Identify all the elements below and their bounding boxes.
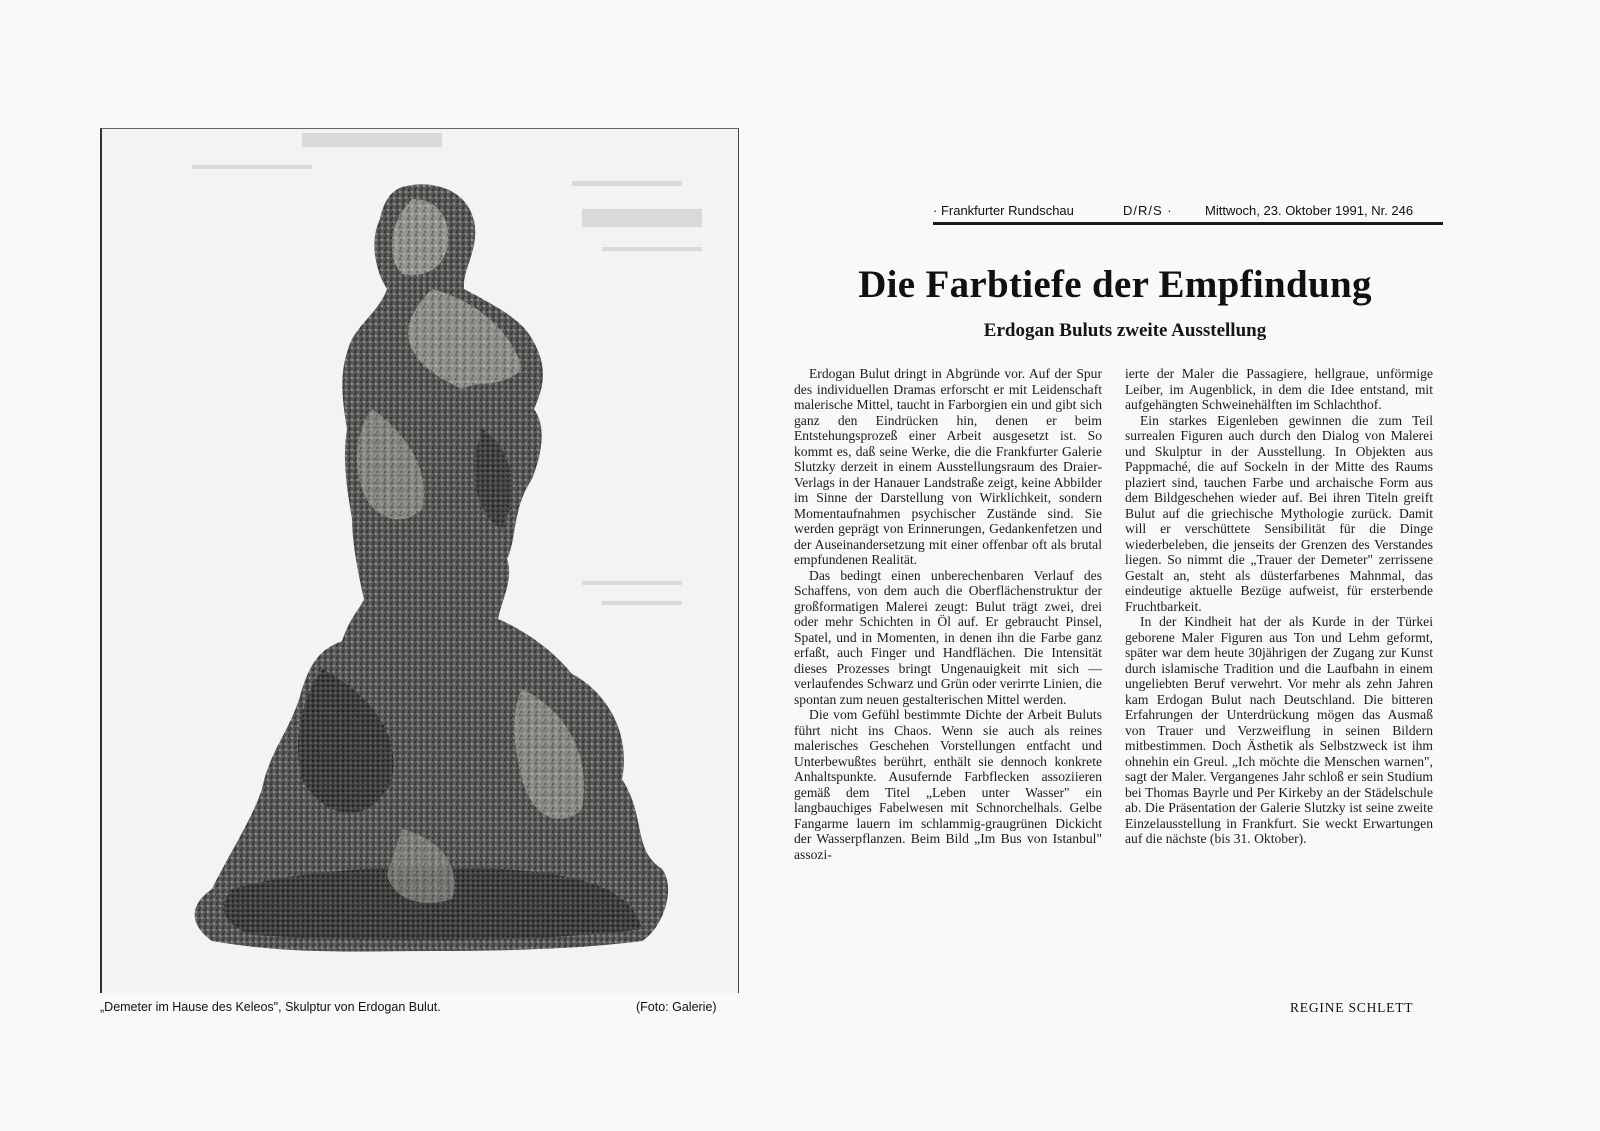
masthead — [933, 200, 1443, 225]
paragraph: Ein starkes Eigenleben gewinnen die zum Teil surrealen Figuren auch durch den Dialog von Malerei und Skulptur in der Ausstellung. In Objekten aus Pappmaché, die auf Sockeln in der Mitte des Raums plaziert sind, tauchen Farbe und archaische Form aus dem Bildgeschehen wieder auf. Bei ihren Titeln greift Bulut auf die griechische Mythologie zurück. Damit will er verschüttete Sensibilität für die Dinge wiederbeleben, die jenseits der Grenzen des Verstandes liegen. So nimmt die „Trauer der Demeter" zerrissene Gestalt an, steht als düsterfarbenes Mahnmal, das eindeutige aktuelle Bezüge aufweist, für ersterbende Fruchtbarkeit. — [1125, 412, 1433, 614]
article-column-2 — [1125, 366, 1433, 847]
article-column-1 — [794, 366, 1102, 862]
article-subheadline: Erdogan Buluts zweite Ausstellung — [983, 320, 1267, 341]
paragraph: ierte der Maler die Passagiere, hellgraue, unförmige Leiber, im Augenblick, in dem die Idee entstand, mit aufgehängten Schweinehälften im Schlachthof. — [1125, 366, 1433, 412]
photo-credit: (Foto: Galerie) — [636, 1000, 717, 1014]
paragraph: Die vom Gefühl bestimmte Dichte der Arbeit Buluts führt nicht ins Chaos. Wenn sie auch als reines malerisches Geschehen Vorstellungen entfacht und Unterbewußtes berührt, enthält sie dennoch konkrete Anhaltspunkte. Ausufernde Farbflecken assoziieren gemäß dem Titel „Leben unter Wasser" ein langbauchiges Fabelwesen mit Schnorchelhals. Gelbe Fangarme lauern im schlammig-graugrünen Dickicht der Wasserpflanzen. Beim Bild „Im Bus von Istanbul" assozi- — [794, 707, 1102, 862]
sculpture-photo — [100, 128, 739, 993]
newspaper-name: · Frankfurter Rundschau — [933, 203, 1074, 218]
article-headline: Die Farbtiefe der Empfindung — [858, 263, 1372, 306]
article-author: REGINE SCHLETT — [1290, 1000, 1414, 1015]
sculpture-image — [102, 129, 738, 993]
issue-date: Mittwoch, 23. Oktober 1991, Nr. 246 — [1205, 203, 1414, 218]
photo-caption: „Demeter im Hause des Keleos", Skulptur von Erdogan Bulut. — [100, 1000, 441, 1014]
paragraph: Das bedingt einen unberechenbaren Verlauf des Schaffens, von dem auch die Oberflächenstruktur der großformatigen Malerei zeugt: Bulut trägt zwei, drei oder mehr Schichten in Öl auf. Er gebraucht Pinsel, Spatel, und in Momenten, in denen ihn die Farbe ganz erfaßt, auch Finger und Handflächen. Die Intensität dieses Prozesses bringt Ungenauigkeit mit sich — verlaufendes Schwarz und Grün oder verirrte Linien, die spontan zum neuen gestalterischen Mittel werden. — [794, 567, 1103, 707]
edition-label: D/R/S · — [1123, 203, 1173, 218]
paragraph: Erdogan Bulut dringt in Abgründe vor. Auf der Spur des individuellen Dramas erforscht er mit Leidenschaft malerische Mittel, taucht in Farborgien ein und gibt sich ganz den Eindrücken hin, denen er beim Entstehungsprozeß einer Arbeit ausgesetzt ist. So kommt es, daß seine Werke, die die Frankfurter Galerie Slutzky derzeit in einem Ausstellungsraum des Draier-Verlags in der Hanauer Landstraße zeigt, keine Abbilder im Sinne der Darstellung von Wirklichkeit, sondern Momentaufnahmen psychischer Zustände sind. Sie werden geprägt von Erinnerungen, Gedankenfetzen und der Auseinandersetzung mit einer offenbar oft als brutal empfundenen Realität. — [794, 366, 1102, 567]
paragraph: In der Kindheit hat der als Kurde in der Türkei geborene Maler Figuren aus Ton und Lehm geformt, später war dem heute 30jährigen der Zugang zur Kunst durch islamische Tradition und die Laufbahn in einem ungeliebten Beruf verwehrt. Vor mehr als zehn Jahren kam Erdogan Bulut nach Deutschland. Die bitteren Erfahrungen der Unterdrückung mögen das Ausmaß von Trauer und Verzweiflung in seinen Bildern mitbestimmen. Doch Ästhetik als Selbstzweck ist ihm ohnehin ein Greul. „Ich möchte die Menschen warnen", sagt der Maler. Vergangenes Jahr schloß er sein Studium bei Thomas Bayrle und Per Kirkeby an der Städelschule ab. Die Präsentation der Galerie Slutzky ist seine zweite Einzelausstellung in Frankfurt. Sie weckt Erwartungen auf die nächste (bis 31. Oktober). — [1125, 614, 1433, 846]
